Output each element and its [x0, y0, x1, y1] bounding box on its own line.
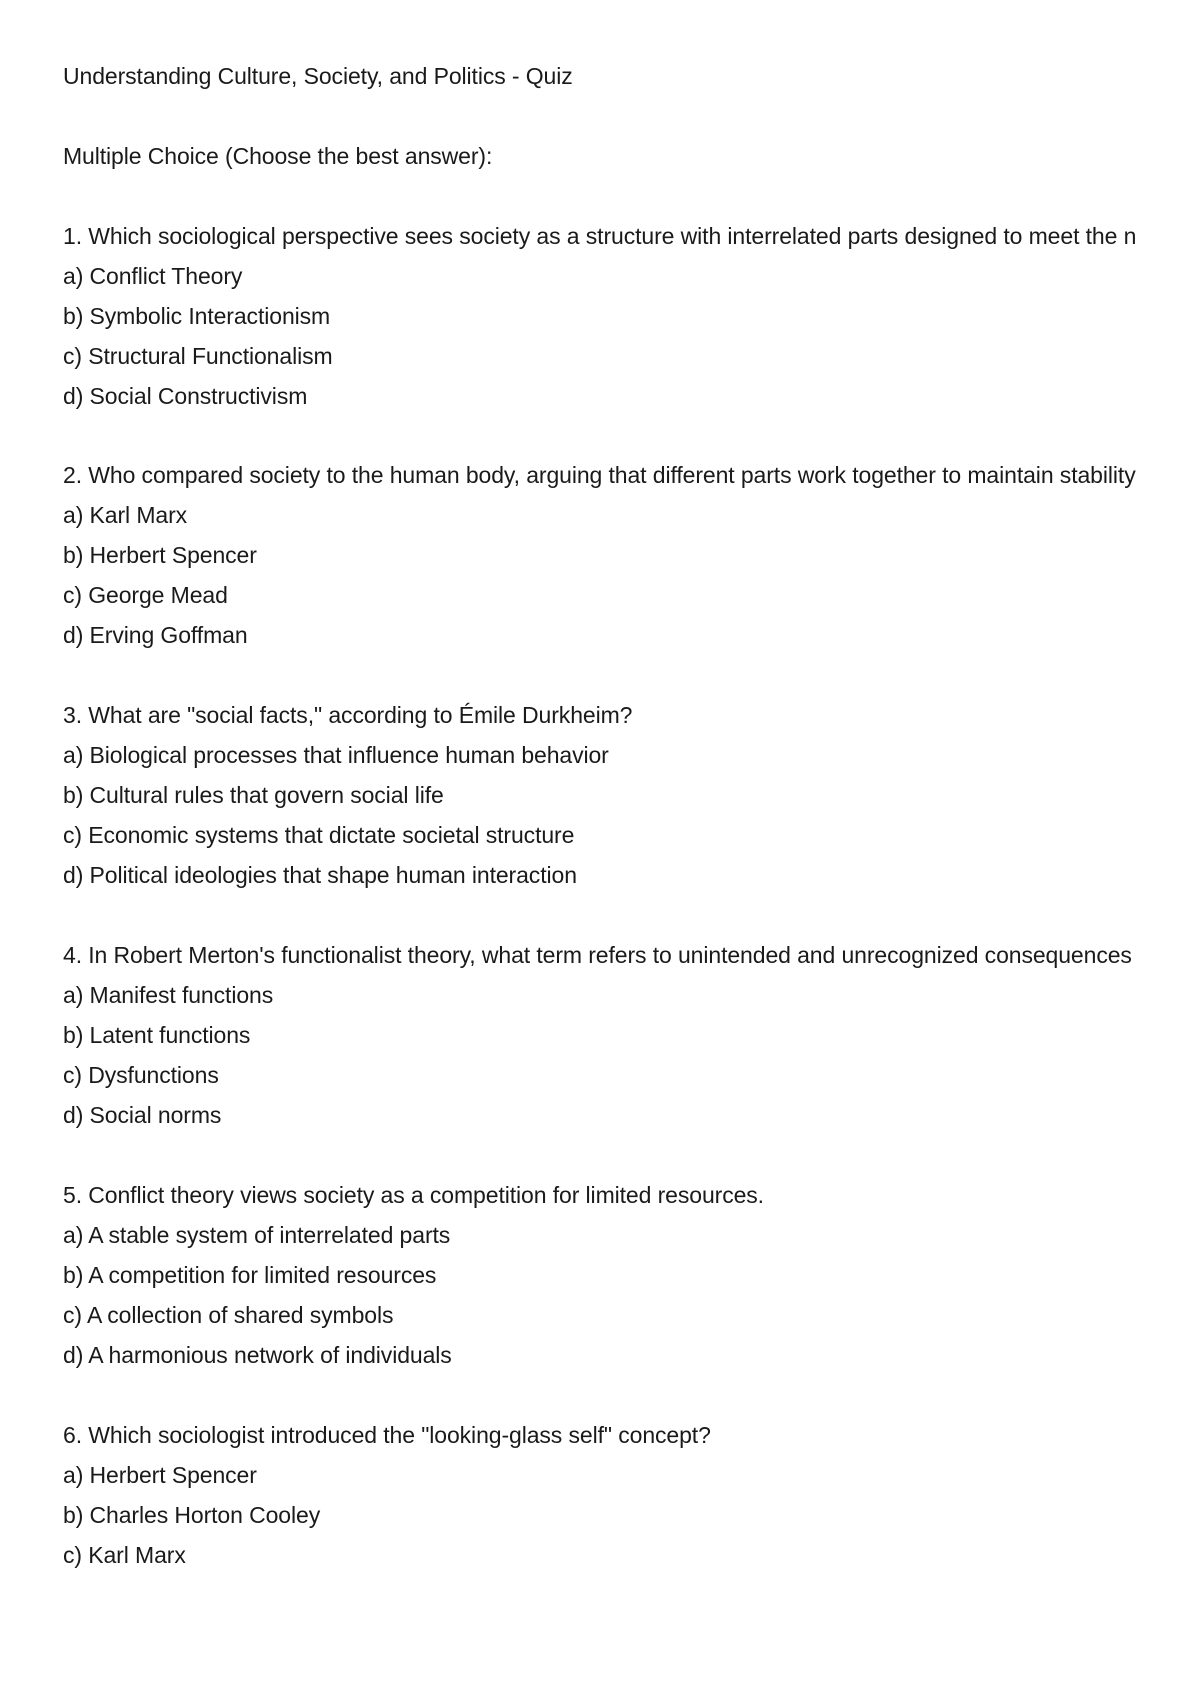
question-6-stem: 6. Which sociologist introduced the "looking-glass self" concept?	[63, 1422, 711, 1448]
instructions: Multiple Choice (Choose the best answer):	[63, 143, 493, 169]
question-3-option-b: b) Cultural rules that govern social life	[63, 782, 444, 808]
question-5-option-d: d) A harmonious network of individuals	[63, 1342, 452, 1368]
question-4-stem: 4. In Robert Merton's functionalist theory, what term refers to unintended and unrecognized consequences	[63, 942, 1132, 968]
question-2-option-a: a) Karl Marx	[63, 502, 188, 528]
question-1-option-c: c) Structural Functionalism	[63, 343, 333, 369]
question-6-option-b: b) Charles Horton Cooley	[63, 1502, 321, 1528]
question-1-option-d: d) Social Constructivism	[63, 383, 308, 409]
question-2-stem: 2. Who compared society to the human body, arguing that different parts work together to maintain stability	[63, 462, 1136, 488]
question-6-option-c: c) Karl Marx	[63, 1542, 186, 1568]
document-title: Understanding Culture, Society, and Politics - Quiz	[63, 63, 573, 89]
question-1-option-b: b) Symbolic Interactionism	[63, 303, 331, 329]
question-1-stem: 1. Which sociological perspective sees society as a structure with interrelated parts designed to meet the n	[63, 223, 1137, 249]
question-5-option-b: b) A competition for limited resources	[63, 1262, 437, 1288]
question-5-option-a: a) A stable system of interrelated parts	[63, 1222, 451, 1248]
question-3-option-d: d) Political ideologies that shape human interaction	[63, 862, 577, 888]
question-2-option-b: b) Herbert Spencer	[63, 542, 257, 568]
question-3-stem: 3. What are "social facts," according to Émile Durkheim?	[63, 702, 633, 728]
question-1-option-a: a) Conflict Theory	[63, 263, 243, 289]
question-6-option-a: a) Herbert Spencer	[63, 1462, 257, 1488]
question-5-stem: 5. Conflict theory views society as a competition for limited resources.	[63, 1182, 764, 1208]
question-4-option-c: c) Dysfunctions	[63, 1062, 219, 1088]
question-4-option-b: b) Latent functions	[63, 1022, 251, 1048]
question-4-option-a: a) Manifest functions	[63, 982, 274, 1008]
question-3-option-c: c) Economic systems that dictate societal structure	[63, 822, 575, 848]
question-4-option-d: d) Social norms	[63, 1102, 222, 1128]
question-2-option-c: c) George Mead	[63, 582, 228, 608]
question-3-option-a: a) Biological processes that influence human behavior	[63, 742, 609, 768]
question-2-option-d: d) Erving Goffman	[63, 622, 248, 648]
question-5-option-c: c) A collection of shared symbols	[63, 1302, 394, 1328]
